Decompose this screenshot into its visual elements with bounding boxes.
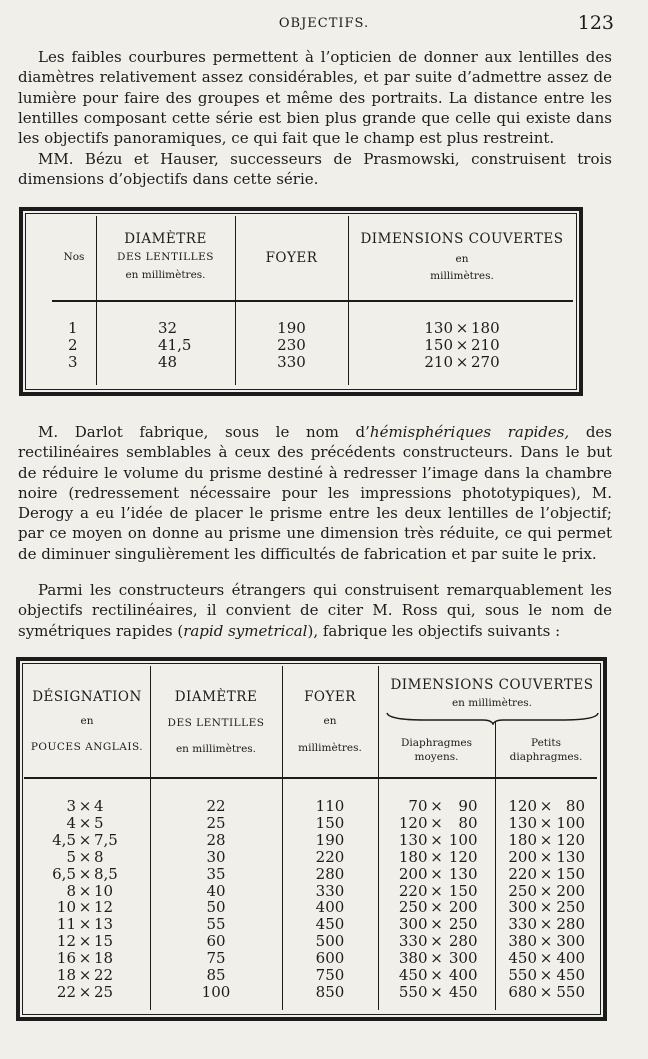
t1-header-nos: Nos: [63, 251, 85, 263]
t2-pouce-1: 10: [56, 898, 76, 917]
t2-moyen-b: 250: [448, 915, 478, 934]
times-sign: ×: [539, 898, 553, 917]
t2-petit-a: 450: [508, 949, 537, 968]
t2-cell-petits: [495, 984, 597, 1001]
t2-cell-foyer: 850: [315, 982, 345, 1001]
t2-pouce-2: 15: [94, 932, 114, 951]
t2-moyen-a: 300: [398, 915, 428, 934]
t2-moyen-a: 450: [398, 966, 428, 984]
t2-petit-a: 220: [508, 864, 537, 883]
t2-pouce-2: 7,5: [94, 830, 118, 849]
t2-cell-petits: [495, 899, 597, 916]
t2-cell-designation: [24, 984, 150, 1001]
t2-cell-petits: [495, 866, 597, 883]
t2-cell-diaph-moyens: [378, 798, 495, 815]
t2-pouce-1: 4,5: [52, 830, 76, 849]
t1-header-en: en: [455, 253, 469, 265]
times-sign: ×: [539, 797, 553, 815]
t2-cell-diaph-moyens: [378, 815, 495, 832]
times-sign: ×: [430, 932, 443, 951]
paragraph-3: [18, 422, 612, 564]
t2-header-dimensions: DIMENSIONS COUVERTES: [390, 677, 594, 693]
t2-cell-foyer: 450: [315, 915, 345, 934]
page-number: 123: [577, 12, 614, 34]
paragraph-2: MM. Bézu et Hauser, successeurs de Prasmowski, construisent trois dimensions d’objectifs dans cette série.: [18, 150, 612, 189]
t2-cell-designation: [24, 899, 150, 916]
t1-header-dimensions: DIMENSIONS COUVERTES: [360, 231, 564, 247]
t1-cell-foyer: 230: [277, 335, 306, 354]
times-sign: ×: [455, 319, 469, 337]
t2-cell-designation: [24, 933, 150, 950]
t1-cell-n: 1: [68, 319, 78, 337]
t2-moyen-b: 80: [458, 813, 478, 832]
para3-text-1: M. Darlot fabrique, sous le nom d’: [38, 423, 370, 441]
t1-cell-dimensions: [348, 337, 576, 354]
t1-cell-dimensions: [348, 320, 576, 337]
t2-header-diametre: DIAMÈTRE: [174, 689, 258, 705]
t2-cell-foyer: 150: [315, 813, 345, 832]
t2-moyen-b: 130: [448, 864, 478, 883]
times-sign: ×: [539, 949, 553, 968]
t2-moyen-b: 450: [448, 982, 478, 1001]
t2-cell-petits: [495, 815, 597, 832]
t2-cell-diaph-moyens: [378, 950, 495, 967]
t2-petit-b: 80: [565, 797, 585, 815]
times-sign: ×: [430, 881, 443, 900]
times-sign: ×: [455, 335, 469, 354]
t2-header-des-lentilles: DES LENTILLES: [167, 717, 265, 729]
t2-cell-petits: [495, 798, 597, 815]
times-sign: ×: [430, 830, 443, 849]
paragraph-1: Les faibles courbures permettent à l’opticien de donner aux lentilles des diamètres relativement assez considérables, et par suite d’admettre assez de lumière pour faire des groupes et même des portraits. La distance entre les lentilles composant cette série est bien plus grande que celle qui existe dans les objectifs panoramiques, ce qui fait que le champ est plus restreint.: [18, 48, 612, 148]
t2-pouce-1: 22: [56, 982, 76, 1001]
t2-cell-diametre: 85: [206, 966, 226, 984]
t2-cell-foyer: 600: [315, 949, 345, 968]
t2-cell-diametre: 100: [201, 982, 231, 1001]
t2-pouce-2: 4: [94, 797, 104, 815]
t2-cell-diaph-moyens: [378, 899, 495, 916]
t2-cell-diaph-moyens: [378, 984, 495, 1001]
t1-header-millimetres: millimètres.: [430, 270, 494, 282]
t2-pouce-2: 18: [94, 949, 114, 968]
t2-moyen-a: 330: [398, 932, 428, 951]
times-sign: ×: [539, 813, 553, 832]
t2-petit-b: 400: [556, 949, 585, 968]
t2-pouce-1: 16: [56, 949, 76, 968]
paragraph-4: [18, 580, 612, 641]
times-sign: ×: [78, 949, 92, 968]
t1-dim-b: 210: [471, 335, 500, 354]
running-title: OBJECTIFS.: [278, 16, 370, 31]
times-sign: ×: [78, 881, 92, 900]
t2-cell-petits: [495, 832, 597, 849]
times-sign: ×: [430, 982, 443, 1001]
t2-pouce-2: 8: [94, 847, 104, 866]
t2-pouce-1: 4: [66, 813, 76, 832]
times-sign: ×: [430, 898, 443, 917]
t2-petit-a: 680: [508, 982, 537, 1001]
t2-cell-petits: [495, 933, 597, 950]
t2-moyen-a: 130: [398, 830, 428, 849]
t2-cell-diaph-moyens: [378, 883, 495, 900]
dimensions-brace: [385, 711, 600, 725]
t2-petit-a: 250: [508, 881, 537, 900]
t1-cell-foyer: 330: [277, 352, 306, 371]
t1-cell-diam: 48: [158, 352, 178, 371]
t2-header-dim-en-mm: en millimètres.: [451, 697, 533, 709]
t2-cell-foyer: 500: [315, 932, 345, 951]
t2-cell-diametre: 75: [206, 949, 226, 968]
t2-cell-petits: [495, 950, 597, 967]
t2-cell-diametre: 40: [206, 881, 226, 900]
t2-petit-b: 450: [556, 966, 585, 984]
t2-header-foyer: FOYER: [304, 689, 356, 705]
t2-cell-foyer: 330: [315, 881, 345, 900]
t2-cell-petits: [495, 849, 597, 866]
t2-petit-b: 200: [556, 881, 585, 900]
t2-pouce-2: 25: [94, 982, 114, 1001]
times-sign: ×: [539, 864, 553, 883]
para3-italic: hémisphériques rapides,: [369, 423, 570, 441]
times-sign: ×: [539, 966, 553, 984]
times-sign: ×: [539, 847, 553, 866]
t2-header-foyer-mm: millimètres.: [298, 742, 362, 754]
times-sign: ×: [430, 847, 443, 866]
t2-header-diaph-moyens-2: moyens.: [414, 751, 459, 763]
t1-dim-b: 180: [471, 319, 500, 337]
t2-pouce-2: 12: [94, 898, 114, 917]
t1-header-des-lentilles: DES LENTILLES: [117, 251, 214, 263]
t2-pouce-2: 8,5: [94, 864, 118, 883]
times-sign: ×: [539, 932, 553, 951]
t2-moyen-b: 300: [448, 949, 478, 968]
t2-cell-foyer: 400: [315, 898, 345, 917]
para3-text-2: des rectilinéaires semblables à ceux des précédents constructeurs. Dans le but de réduire le volume du prisme destiné à redresser l’image dans la chambre noire (redressement nécessaire pour les impressions phototypiques), M. Derogy a eu l’idée de placer le prisme entre les deux lentilles de l’objectif; par ce moyen on donne au prisme une dimension très réduite, ce qui permet de diminuer singulièrement les difficultés de fabrication et par suite le prix.: [18, 423, 613, 563]
times-sign: ×: [78, 830, 92, 849]
t2-cell-diaph-moyens: [378, 967, 495, 984]
t2-moyen-a: 220: [398, 881, 428, 900]
times-sign: ×: [78, 982, 92, 1001]
t2-cell-designation: [24, 950, 150, 967]
t2-cell-foyer: 190: [315, 830, 345, 849]
t1-header-foyer: FOYER: [265, 250, 318, 266]
t2-header-petits-2: diaphragmes.: [509, 751, 583, 763]
t2-cell-designation: [24, 916, 150, 933]
t2-petit-a: 550: [508, 966, 537, 984]
t2-cell-diaph-moyens: [378, 916, 495, 933]
para4-text-2: ), fabrique les objectifs suivants :: [307, 621, 561, 640]
t2-cell-foyer: 220: [315, 847, 345, 866]
t1-header-en-mm: en millimètres.: [125, 269, 206, 281]
t2-pouce-2: 5: [94, 813, 104, 832]
times-sign: ×: [78, 847, 92, 866]
t2-moyen-a: 550: [398, 982, 428, 1001]
t2-petit-b: 150: [556, 864, 585, 883]
t2-moyen-b: 90: [458, 797, 478, 815]
t2-petit-b: 250: [556, 898, 585, 917]
t2-moyen-a: 200: [398, 864, 428, 883]
t2-cell-diaph-moyens: [378, 832, 495, 849]
times-sign: ×: [430, 864, 443, 883]
t2-header-foyer-en: en: [323, 715, 337, 727]
t2-petit-b: 300: [556, 932, 585, 951]
t1-dim-a: 130: [424, 319, 453, 337]
t2-pouce-2: 10: [94, 881, 114, 900]
t2-cell-diametre: 28: [206, 830, 226, 849]
t2-cell-foyer: 280: [315, 864, 345, 883]
t2-petit-b: 130: [556, 847, 585, 866]
t1-cell-dimensions: [348, 354, 576, 371]
t1-dim-b: 270: [471, 352, 500, 371]
t2-moyen-a: 120: [398, 813, 428, 832]
t2-moyen-a: 180: [398, 847, 428, 866]
t2-cell-petits: [495, 916, 597, 933]
t2-pouce-2: 13: [94, 915, 114, 934]
t2-cell-diametre: 35: [206, 864, 226, 883]
t2-cell-diametre: 55: [206, 915, 226, 934]
times-sign: ×: [430, 797, 443, 815]
t2-header-petits-1: Petits: [531, 737, 561, 749]
page-header: [0, 12, 648, 36]
t2-cell-designation: [24, 883, 150, 900]
t2-petit-a: 200: [508, 847, 537, 866]
times-sign: ×: [78, 966, 92, 984]
para4-text-1: Parmi les constructeurs étrangers qui construisent remarquablement les objectifs rectilinéaires, il convient de citer M. Ross qui, sous le nom de symétriques rapides (: [18, 581, 612, 640]
t1-dim-a: 210: [424, 352, 453, 371]
t2-cell-petits: [495, 967, 597, 984]
t2-petit-b: 550: [556, 982, 585, 1001]
t2-cell-foyer: 750: [315, 966, 345, 984]
t2-pouce-1: 8: [66, 881, 76, 900]
times-sign: ×: [539, 881, 553, 900]
times-sign: ×: [430, 915, 443, 934]
t2-moyen-b: 400: [448, 966, 478, 984]
t1-header-diametre: DIAMÈTRE: [124, 231, 207, 247]
t1-cell-n: 3: [68, 352, 78, 371]
times-sign: ×: [539, 982, 553, 1001]
t1-cell-diam: 32: [158, 319, 178, 337]
t1-cell-diam: 41,5: [158, 335, 192, 354]
t2-cell-diaph-moyens: [378, 866, 495, 883]
t2-pouce-1: 11: [56, 915, 76, 934]
times-sign: ×: [78, 813, 92, 832]
t2-moyen-a: 250: [398, 898, 428, 917]
t2-petit-a: 380: [508, 932, 537, 951]
t2-cell-designation: [24, 849, 150, 866]
para4-italic: rapid symetrical: [183, 621, 308, 640]
times-sign: ×: [78, 932, 92, 951]
t2-pouce-2: 22: [94, 966, 114, 984]
t2-cell-designation: [24, 832, 150, 849]
t2-moyen-b: 280: [448, 932, 478, 951]
t2-moyen-a: 70: [408, 797, 428, 815]
t2-petit-b: 100: [556, 813, 585, 832]
t2-cell-diaph-moyens: [378, 849, 495, 866]
t2-header-diaph-moyens-1: Diaphragmes: [400, 737, 473, 749]
times-sign: ×: [430, 813, 443, 832]
t2-pouce-1: 12: [56, 932, 76, 951]
t2-cell-diametre: 30: [206, 847, 226, 866]
times-sign: ×: [78, 864, 92, 883]
times-sign: ×: [455, 352, 469, 371]
t2-cell-diaph-moyens: [378, 933, 495, 950]
times-sign: ×: [78, 915, 92, 934]
t2-moyen-b: 200: [448, 898, 478, 917]
t1-dim-a: 150: [424, 335, 453, 354]
t2-petit-a: 300: [508, 898, 537, 917]
t2-pouce-1: 6,5: [52, 864, 76, 883]
t2-cell-designation: [24, 866, 150, 883]
t2-cell-designation: [24, 815, 150, 832]
t2-cell-designation: [24, 798, 150, 815]
times-sign: ×: [78, 797, 92, 815]
t2-cell-diametre: 50: [206, 898, 226, 917]
times-sign: ×: [78, 898, 92, 917]
times-sign: ×: [539, 915, 553, 934]
t2-cell-petits: [495, 883, 597, 900]
t2-petit-a: 130: [508, 813, 537, 832]
t2-petit-a: 180: [508, 830, 537, 849]
t2-pouce-1: 3: [66, 797, 76, 815]
t2-moyen-a: 380: [398, 949, 428, 968]
t2-moyen-b: 120: [448, 847, 478, 866]
t2-cell-foyer: 110: [315, 797, 345, 815]
t2-petit-b: 120: [556, 830, 585, 849]
t2-moyen-b: 150: [448, 881, 478, 900]
t2-cell-diametre: 22: [206, 797, 226, 815]
times-sign: ×: [430, 949, 443, 968]
t1-cell-n: 2: [68, 335, 78, 354]
times-sign: ×: [430, 966, 443, 984]
t2-header-designation: DÉSIGNATION: [32, 689, 142, 705]
t2-cell-diametre: 25: [206, 813, 226, 832]
t2-petit-a: 120: [508, 797, 537, 815]
t2-petit-b: 280: [556, 915, 585, 934]
t2-cell-designation: [24, 967, 150, 984]
t2-cell-diametre: 60: [206, 932, 226, 951]
t1-cell-foyer: 190: [277, 319, 306, 337]
t2-petit-a: 330: [508, 915, 537, 934]
t2-header-en-mm: en millimètres.: [175, 743, 257, 755]
t2-header-pouces: POUCES ANGLAIS.: [30, 741, 144, 753]
t2-pouce-1: 5: [66, 847, 76, 866]
t2-moyen-b: 100: [448, 830, 478, 849]
t2-pouce-1: 18: [56, 966, 76, 984]
times-sign: ×: [539, 830, 553, 849]
t2-header-en: en: [80, 715, 94, 727]
